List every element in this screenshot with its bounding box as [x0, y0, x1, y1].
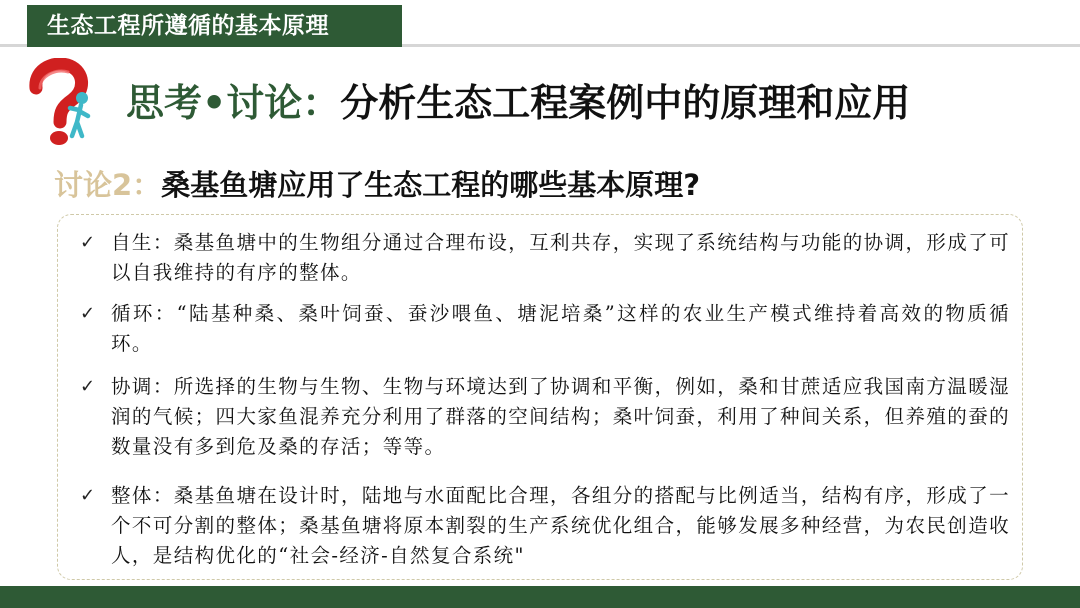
list-item-zisheng: [80, 228, 1010, 288]
section-title-main: 分析生态工程案例中的原理和应用: [340, 81, 911, 125]
question-mark-figure-icon: [26, 58, 98, 148]
list-item-zhengti: [80, 481, 1010, 571]
section-title: [126, 78, 910, 128]
check-mark-icon: ✓: [80, 376, 96, 397]
list-item-text: 整体：桑基鱼塘在设计时，陆地与水面配比合理，各组分的搭配与比例适当，结构有序，形成了一个不可分割的整体；桑基鱼塘将原本割裂的生产系统优化组合，能够发展多种经营，为农民创造收人，是结构优化的“社会-经济-自然复合系统": [111, 484, 1010, 567]
list-item-xunhuan: [80, 299, 1010, 359]
discussion-label: 讨论2：: [54, 168, 162, 202]
check-mark-icon: ✓: [80, 485, 96, 506]
discussion-text: 桑基鱼塘应用了生态工程的哪些基本原理?: [161, 168, 701, 202]
section-title-prefix: 思考•讨论：: [126, 81, 341, 125]
list-item-text: 循环：“陆基种桑、桑叶饲蚕、蚕沙喂鱼、塘泥培桑”这样的农业生产模式维持着高效的物质循环。: [111, 302, 1010, 355]
list-item-xietiao: [80, 372, 1010, 462]
footer-bar: [0, 586, 1080, 608]
check-mark-icon: ✓: [80, 232, 96, 253]
discussion-question: [54, 163, 700, 207]
check-mark-icon: ✓: [80, 303, 96, 324]
header-title: 生态工程所遵循的基本原理: [27, 5, 402, 47]
list-item-text: 自生：桑基鱼塘中的生物组分通过合理布设，互利共存，实现了系统结构与功能的协调，形成了可以自我维持的有序的整体。: [111, 231, 1010, 284]
list-item-text: 协调：所选择的生物与生物、生物与环境达到了协调和平衡，例如，桑和甘蔗适应我国南方温暖湿润的气候；四大家鱼混养充分利用了群落的空间结构；桑叶饲蚕，利用了种间关系，但养殖的蚕的数量没有多到危及桑的存活；等等。: [111, 375, 1010, 458]
